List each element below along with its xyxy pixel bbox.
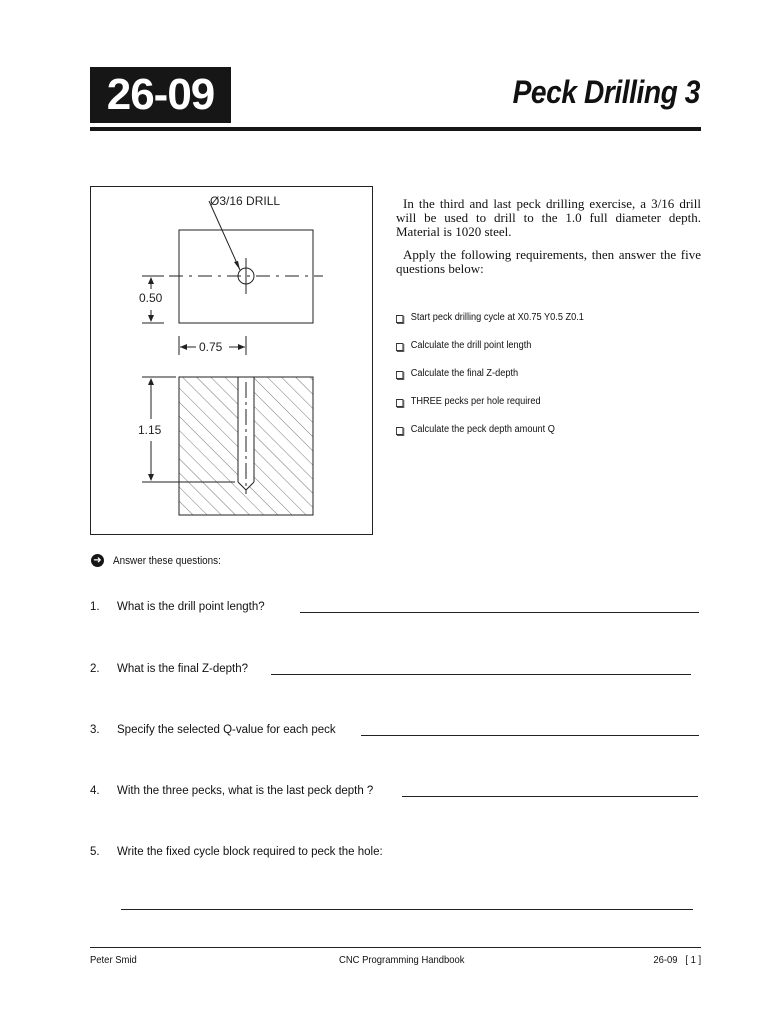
checkbox-icon: [396, 427, 403, 435]
question-number: 2.: [90, 663, 100, 675]
dim-arrow: [148, 474, 154, 481]
checkbox-icon: [396, 315, 403, 323]
list-item: [396, 340, 677, 368]
checkbox-icon: [396, 399, 403, 407]
arrow-right-icon: ➜: [91, 554, 104, 567]
question-number: 5.: [90, 846, 100, 858]
requirement-text: Calculate the final Z-depth: [410, 368, 519, 379]
question-text: Specify the selected Q-value for each peck: [117, 724, 336, 736]
answer-heading-text: Answer these questions:: [113, 554, 221, 567]
part-drawing: [90, 186, 373, 535]
list-item: [396, 368, 677, 396]
answer-line[interactable]: [121, 909, 693, 910]
drill-leader-line: [209, 201, 240, 270]
dim-arrow: [148, 277, 154, 284]
answer-line[interactable]: [402, 796, 698, 797]
drill-leader-arrow: [234, 261, 240, 270]
requirements-list: [396, 312, 701, 452]
requirement-text: THREE pecks per hole required: [410, 396, 541, 407]
footer-book-title: CNC Programming Handbook: [339, 954, 465, 966]
chapter-number-badge: 26-09: [90, 67, 231, 123]
dim-x-label: 0.75: [199, 340, 223, 354]
requirement-text: Calculate the drill point length: [410, 340, 532, 351]
dim-y-label: 0.50: [139, 291, 163, 305]
answer-line[interactable]: [300, 612, 699, 613]
checkbox-icon: [396, 371, 403, 379]
question-text: Write the fixed cycle block required to peck the hole:: [117, 846, 383, 858]
answer-line[interactable]: [361, 735, 699, 736]
dim-depth-label: 1.15: [138, 423, 162, 437]
footer-author: Peter Smid: [90, 954, 137, 966]
answer-line[interactable]: [271, 674, 691, 675]
header-rule: [90, 127, 701, 131]
dim-arrow: [238, 344, 245, 350]
list-item: [396, 396, 677, 424]
footer-rule: [90, 947, 701, 948]
drill-label: Ø3/16 DRILL: [210, 194, 281, 208]
question-text: What is the drill point length?: [117, 601, 265, 613]
answer-heading: [91, 554, 233, 567]
question-number: 3.: [90, 724, 100, 736]
intro-paragraph-1: In the third and last peck drilling exercise, a 3/16 drill will be used to drill to the 1.0 full diameter depth. Material is 1020 steel.: [396, 196, 701, 239]
question-text: With the three pecks, what is the last peck depth ?: [117, 785, 374, 797]
question-text: What is the final Z-depth?: [117, 663, 249, 675]
requirement-text: Calculate the peck depth amount Q: [410, 424, 555, 435]
dim-arrow: [148, 378, 154, 385]
requirement-text: Start peck drilling cycle at X0.75 Y0.5 Z0.1: [410, 312, 584, 323]
dim-arrow: [148, 315, 154, 322]
question-number: 4.: [90, 785, 100, 797]
question-number: 1.: [90, 601, 100, 613]
checkbox-icon: [396, 343, 403, 351]
footer-page-number: 26-09 [ 1 ]: [653, 954, 701, 966]
list-item: [396, 424, 677, 452]
intro-paragraph-2: Apply the following requirements, then answer the five questions below:: [396, 247, 701, 276]
dim-arrow: [180, 344, 187, 350]
page-title: Peck Drilling 3: [512, 74, 700, 110]
list-item: [396, 312, 677, 340]
